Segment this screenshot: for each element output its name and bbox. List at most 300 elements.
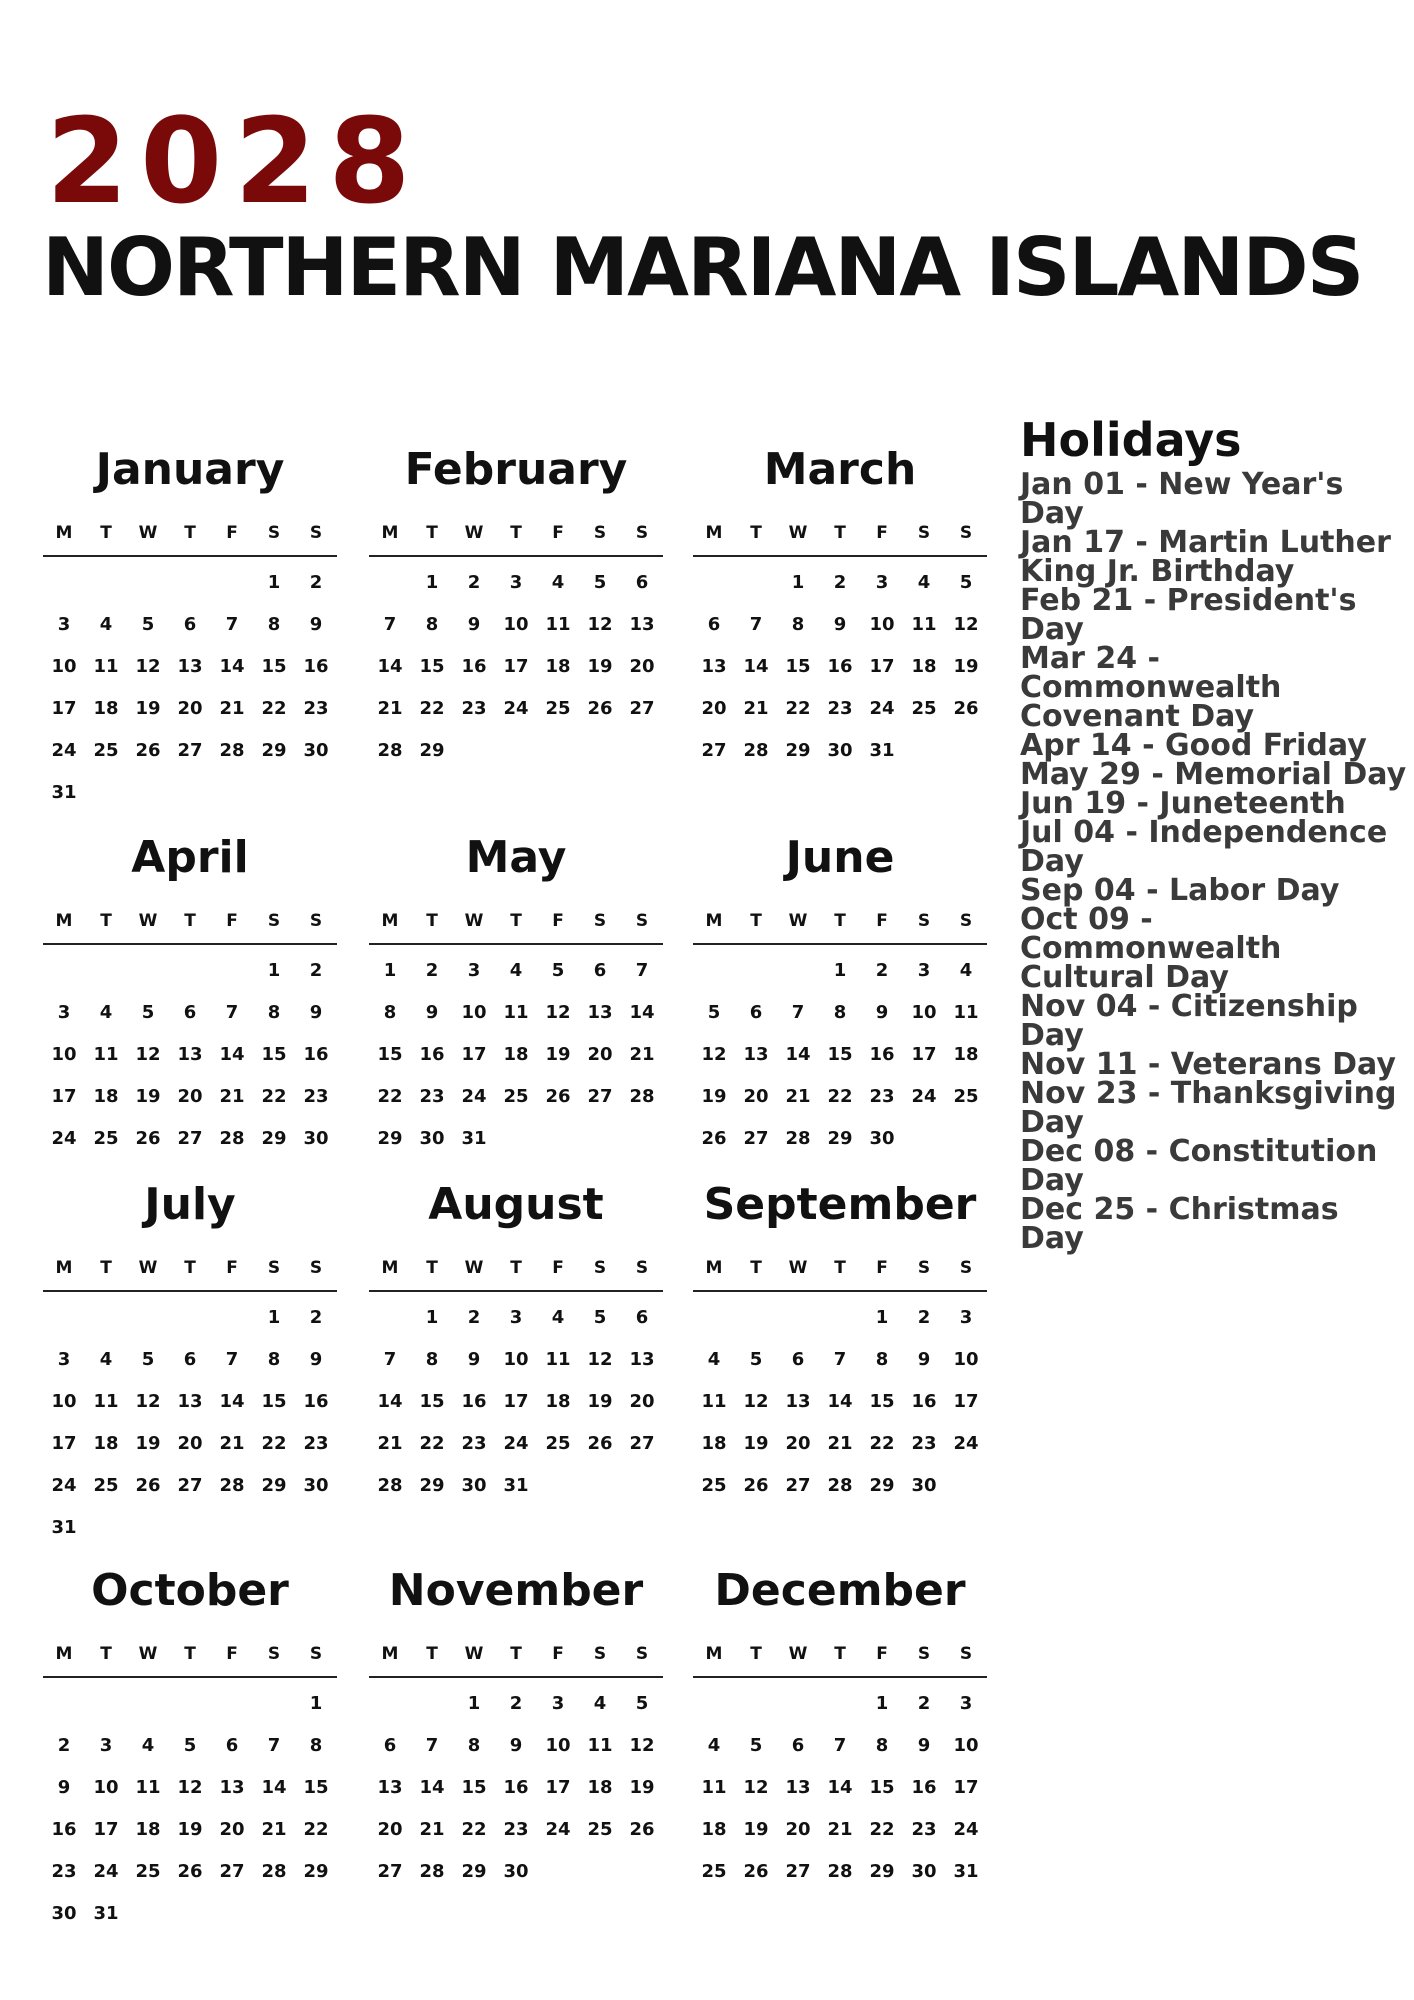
- month-title: December: [714, 1565, 966, 1616]
- day-cell: 22: [261, 1433, 287, 1454]
- day-cell: 29: [377, 1128, 403, 1149]
- month-title: April: [131, 832, 249, 883]
- day-grid: [369, 1691, 663, 1901]
- month-calendar: [693, 1563, 987, 1923]
- day-cell: 28: [419, 1861, 445, 1882]
- day-cell: 12: [135, 1391, 161, 1412]
- weekday-label: F: [552, 911, 564, 931]
- day-grid: [43, 958, 337, 1168]
- day-cell: 8: [383, 1002, 397, 1023]
- weekday-label: F: [226, 523, 238, 543]
- weekday-label: S: [593, 1644, 607, 1664]
- empty-day-cell: [369, 570, 411, 612]
- month-calendar: [43, 1563, 337, 1923]
- day-cell: 1: [309, 1693, 323, 1714]
- day-cell: 20: [377, 1819, 403, 1840]
- day-cell: 29: [419, 1475, 445, 1496]
- day-cell: 24: [911, 1086, 937, 1107]
- day-cell: 6: [225, 1735, 239, 1756]
- weekday-label: S: [635, 1644, 649, 1664]
- day-cell: 16: [503, 1777, 529, 1798]
- day-cell: 13: [177, 1044, 203, 1065]
- empty-day-cell: [777, 958, 819, 1000]
- day-cell: 13: [629, 614, 655, 635]
- month-title: July: [144, 1179, 236, 1230]
- day-cell: 30: [869, 1128, 895, 1149]
- day-cell: 12: [953, 614, 979, 635]
- holidays-panel: [1020, 412, 1412, 1256]
- day-cell: 24: [953, 1433, 979, 1454]
- day-cell: 1: [267, 1307, 281, 1328]
- day-cell: 23: [303, 1433, 329, 1454]
- day-cell: 3: [875, 572, 889, 593]
- month-title: March: [763, 444, 917, 495]
- day-cell: 18: [911, 656, 937, 677]
- month-calendar: [43, 830, 337, 1190]
- day-cell: 5: [551, 960, 565, 981]
- day-cell: 20: [629, 656, 655, 677]
- day-cell: 16: [869, 1044, 895, 1065]
- day-cell: 10: [51, 1391, 77, 1412]
- day-cell: 7: [635, 960, 649, 981]
- day-cell: 17: [461, 1044, 487, 1065]
- day-cell: 19: [587, 656, 613, 677]
- empty-day-cell: [411, 1691, 453, 1733]
- weekday-label: T: [426, 911, 438, 931]
- weekday-label: S: [309, 911, 323, 931]
- month-calendar: [369, 1177, 663, 1537]
- day-cell: 3: [57, 1349, 71, 1370]
- day-cell: 31: [503, 1475, 529, 1496]
- weekday-label: S: [917, 1258, 931, 1278]
- weekday-label: T: [834, 911, 846, 931]
- day-cell: 21: [219, 1086, 245, 1107]
- day-cell: 18: [93, 1086, 119, 1107]
- day-cell: 13: [743, 1044, 769, 1065]
- empty-day-cell: [85, 1691, 127, 1733]
- day-cell: 21: [827, 1433, 853, 1454]
- day-cell: 27: [785, 1475, 811, 1496]
- holidays-title: Holidays: [1020, 413, 1242, 467]
- day-cell: 29: [261, 1128, 287, 1149]
- day-cell: 24: [51, 740, 77, 761]
- weekday-header: [369, 1642, 663, 1678]
- day-cell: 26: [629, 1819, 655, 1840]
- weekday-label: T: [510, 523, 522, 543]
- day-cell: 30: [419, 1128, 445, 1149]
- weekday-header: [369, 1256, 663, 1292]
- day-cell: 10: [953, 1349, 979, 1370]
- weekday-label: F: [552, 1258, 564, 1278]
- day-cell: 12: [743, 1391, 769, 1412]
- day-cell: 9: [309, 1002, 323, 1023]
- day-cell: 8: [875, 1735, 889, 1756]
- empty-day-cell: [43, 1305, 85, 1347]
- day-cell: 30: [911, 1861, 937, 1882]
- day-cell: 18: [953, 1044, 979, 1065]
- weekday-header: [693, 1642, 987, 1678]
- empty-day-cell: [735, 958, 777, 1000]
- weekday-header: [43, 909, 337, 945]
- day-cell: 27: [177, 1475, 203, 1496]
- day-cell: 2: [833, 572, 847, 593]
- weekday-label: S: [267, 1258, 281, 1278]
- day-cell: 3: [509, 572, 523, 593]
- weekday-label: W: [464, 523, 484, 543]
- day-cell: 28: [377, 740, 403, 761]
- day-cell: 6: [749, 1002, 763, 1023]
- day-cell: 29: [461, 1861, 487, 1882]
- day-cell: 27: [629, 1433, 655, 1454]
- day-cell: 25: [545, 698, 571, 719]
- day-cell: 29: [261, 740, 287, 761]
- weekday-label: T: [834, 1644, 846, 1664]
- holiday-item: Oct 09 - Commonwealth Cultural Day: [1020, 902, 1282, 995]
- day-cell: 7: [225, 614, 239, 635]
- weekday-label: S: [593, 911, 607, 931]
- month-calendar: [369, 830, 663, 1190]
- day-cell: 23: [911, 1819, 937, 1840]
- day-cell: 26: [743, 1475, 769, 1496]
- day-cell: 29: [785, 740, 811, 761]
- empty-day-cell: [369, 1691, 411, 1733]
- weekday-label: M: [55, 1644, 73, 1664]
- holiday-item: Dec 25 - Christmas Day: [1020, 1192, 1339, 1256]
- day-cell: 26: [701, 1128, 727, 1149]
- weekday-label: T: [750, 1258, 762, 1278]
- day-cell: 27: [743, 1128, 769, 1149]
- month-calendar: [693, 830, 987, 1190]
- day-cell: 6: [593, 960, 607, 981]
- month-title: October: [91, 1565, 289, 1616]
- weekday-label: T: [834, 523, 846, 543]
- weekday-header: [369, 521, 663, 557]
- day-cell: 4: [551, 1307, 565, 1328]
- day-cell: 11: [503, 1002, 529, 1023]
- day-cell: 12: [743, 1777, 769, 1798]
- weekday-label: T: [184, 1644, 196, 1664]
- day-cell: 17: [869, 656, 895, 677]
- day-cell: 31: [51, 782, 77, 803]
- day-cell: 5: [141, 1349, 155, 1370]
- day-cell: 27: [177, 1128, 203, 1149]
- holiday-item: May 29 - Memorial Day: [1020, 757, 1407, 792]
- day-cell: 3: [57, 614, 71, 635]
- day-cell: 4: [141, 1735, 155, 1756]
- weekday-label: T: [100, 1258, 112, 1278]
- day-cell: 16: [461, 656, 487, 677]
- day-cell: 13: [177, 656, 203, 677]
- weekday-label: W: [138, 1258, 158, 1278]
- day-grid: [369, 1305, 663, 1515]
- day-cell: 2: [425, 960, 439, 981]
- day-cell: 20: [177, 698, 203, 719]
- day-cell: 4: [509, 960, 523, 981]
- day-cell: 3: [917, 960, 931, 981]
- day-cell: 7: [833, 1349, 847, 1370]
- day-cell: 19: [953, 656, 979, 677]
- day-cell: 21: [219, 1433, 245, 1454]
- day-cell: 22: [461, 1819, 487, 1840]
- weekday-label: T: [510, 1258, 522, 1278]
- day-cell: 25: [545, 1433, 571, 1454]
- day-cell: 3: [959, 1693, 973, 1714]
- weekday-header: [43, 521, 337, 557]
- weekday-label: T: [750, 1644, 762, 1664]
- day-cell: 12: [629, 1735, 655, 1756]
- day-cell: 6: [791, 1735, 805, 1756]
- weekday-label: T: [426, 1258, 438, 1278]
- day-cell: 24: [51, 1128, 77, 1149]
- empty-day-cell: [43, 958, 85, 1000]
- day-cell: 9: [509, 1735, 523, 1756]
- empty-day-cell: [693, 570, 735, 612]
- day-cell: 26: [743, 1861, 769, 1882]
- day-cell: 9: [467, 1349, 481, 1370]
- day-cell: 26: [587, 698, 613, 719]
- day-cell: 22: [827, 1086, 853, 1107]
- day-cell: 7: [225, 1002, 239, 1023]
- holiday-item: Sep 04 - Labor Day: [1020, 873, 1340, 908]
- weekday-label: T: [100, 523, 112, 543]
- day-cell: 18: [701, 1433, 727, 1454]
- day-cell: 16: [419, 1044, 445, 1065]
- month-title: August: [428, 1179, 604, 1230]
- weekday-label: M: [381, 1258, 399, 1278]
- day-cell: 12: [177, 1777, 203, 1798]
- day-cell: 5: [141, 614, 155, 635]
- weekday-label: T: [426, 523, 438, 543]
- day-cell: 23: [827, 698, 853, 719]
- day-cell: 14: [743, 656, 769, 677]
- day-cell: 25: [587, 1819, 613, 1840]
- day-cell: 22: [303, 1819, 329, 1840]
- day-cell: 26: [953, 698, 979, 719]
- day-cell: 15: [869, 1777, 895, 1798]
- day-cell: 26: [135, 1128, 161, 1149]
- day-cell: 29: [261, 1475, 287, 1496]
- day-cell: 11: [545, 1349, 571, 1370]
- weekday-label: M: [381, 911, 399, 931]
- weekday-header: [693, 909, 987, 945]
- empty-day-cell: [127, 570, 169, 612]
- day-cell: 20: [177, 1086, 203, 1107]
- day-cell: 25: [135, 1861, 161, 1882]
- day-cell: 8: [791, 614, 805, 635]
- day-cell: 23: [303, 1086, 329, 1107]
- weekday-label: M: [705, 1644, 723, 1664]
- weekday-header: [693, 521, 987, 557]
- weekday-label: M: [55, 911, 73, 931]
- day-cell: 8: [267, 1349, 281, 1370]
- month-calendar: [369, 1563, 663, 1923]
- empty-day-cell: [211, 1691, 253, 1733]
- day-cell: 9: [309, 614, 323, 635]
- day-cell: 2: [467, 572, 481, 593]
- day-cell: 13: [785, 1777, 811, 1798]
- day-cell: 24: [545, 1819, 571, 1840]
- weekday-label: W: [788, 1644, 808, 1664]
- day-cell: 18: [503, 1044, 529, 1065]
- month-title: January: [95, 444, 285, 495]
- day-cell: 24: [461, 1086, 487, 1107]
- day-cell: 31: [461, 1128, 487, 1149]
- day-cell: 11: [911, 614, 937, 635]
- empty-day-cell: [85, 570, 127, 612]
- weekday-label: M: [55, 523, 73, 543]
- day-cell: 1: [833, 960, 847, 981]
- weekday-label: M: [705, 523, 723, 543]
- weekday-label: T: [184, 911, 196, 931]
- day-cell: 5: [707, 1002, 721, 1023]
- day-cell: 5: [593, 572, 607, 593]
- weekday-label: W: [788, 911, 808, 931]
- day-cell: 10: [545, 1735, 571, 1756]
- day-cell: 9: [833, 614, 847, 635]
- day-cell: 29: [827, 1128, 853, 1149]
- day-cell: 7: [425, 1735, 439, 1756]
- day-cell: 4: [551, 572, 565, 593]
- day-cell: 2: [917, 1307, 931, 1328]
- month-calendar: [369, 442, 663, 802]
- day-cell: 2: [57, 1735, 71, 1756]
- empty-day-cell: [211, 958, 253, 1000]
- day-cell: 6: [635, 572, 649, 593]
- weekday-label: S: [917, 1644, 931, 1664]
- day-cell: 21: [629, 1044, 655, 1065]
- day-cell: 9: [467, 614, 481, 635]
- day-cell: 20: [701, 698, 727, 719]
- day-cell: 14: [219, 1391, 245, 1412]
- day-cell: 17: [953, 1777, 979, 1798]
- month-calendar: [693, 1177, 987, 1537]
- day-cell: 29: [869, 1861, 895, 1882]
- day-cell: 19: [135, 698, 161, 719]
- weekday-label: S: [959, 1258, 973, 1278]
- day-cell: 7: [833, 1735, 847, 1756]
- day-cell: 26: [587, 1433, 613, 1454]
- day-cell: 21: [785, 1086, 811, 1107]
- weekday-label: S: [917, 911, 931, 931]
- weekday-label: F: [552, 523, 564, 543]
- day-cell: 20: [587, 1044, 613, 1065]
- day-cell: 31: [953, 1861, 979, 1882]
- day-cell: 7: [267, 1735, 281, 1756]
- holiday-item: Nov 04 - Citizenship Day: [1020, 989, 1358, 1053]
- day-cell: 15: [261, 656, 287, 677]
- holiday-item: Nov 23 - Thanksgiving Day: [1020, 1076, 1397, 1140]
- weekday-label: S: [267, 911, 281, 931]
- holiday-item: Jul 04 - Independence Day: [1020, 815, 1388, 879]
- day-cell: 30: [911, 1475, 937, 1496]
- day-cell: 1: [467, 1693, 481, 1714]
- day-cell: 18: [545, 656, 571, 677]
- day-cell: 25: [701, 1861, 727, 1882]
- day-cell: 22: [377, 1086, 403, 1107]
- weekday-label: M: [705, 911, 723, 931]
- weekday-label: W: [464, 1644, 484, 1664]
- day-cell: 6: [383, 1735, 397, 1756]
- day-cell: 28: [827, 1475, 853, 1496]
- day-cell: 17: [911, 1044, 937, 1065]
- day-cell: 18: [545, 1391, 571, 1412]
- day-grid: [693, 570, 987, 780]
- day-cell: 11: [93, 1044, 119, 1065]
- month-calendar: [43, 442, 337, 802]
- day-cell: 5: [183, 1735, 197, 1756]
- holiday-item: Dec 08 - Constitution Day: [1020, 1134, 1378, 1198]
- day-cell: 9: [57, 1777, 71, 1798]
- day-cell: 24: [503, 698, 529, 719]
- day-cell: 4: [707, 1735, 721, 1756]
- day-cell: 11: [93, 656, 119, 677]
- day-cell: 21: [261, 1819, 287, 1840]
- holiday-item: Jan 17 - Martin Luther King Jr. Birthday: [1020, 525, 1391, 589]
- day-cell: 3: [57, 1002, 71, 1023]
- weekday-label: S: [959, 523, 973, 543]
- day-cell: 6: [183, 1349, 197, 1370]
- empty-day-cell: [735, 570, 777, 612]
- day-cell: 18: [93, 1433, 119, 1454]
- day-cell: 30: [303, 1128, 329, 1149]
- day-cell: 30: [503, 1861, 529, 1882]
- day-cell: 3: [509, 1307, 523, 1328]
- weekday-label: F: [226, 1258, 238, 1278]
- day-cell: 14: [629, 1002, 655, 1023]
- day-cell: 1: [267, 960, 281, 981]
- empty-day-cell: [369, 1305, 411, 1347]
- day-cell: 14: [377, 656, 403, 677]
- day-cell: 13: [377, 1777, 403, 1798]
- day-cell: 22: [869, 1819, 895, 1840]
- day-cell: 1: [383, 960, 397, 981]
- day-cell: 22: [261, 1086, 287, 1107]
- weekday-label: T: [510, 911, 522, 931]
- day-cell: 1: [267, 572, 281, 593]
- day-cell: 23: [303, 698, 329, 719]
- weekday-label: W: [788, 1258, 808, 1278]
- day-cell: 8: [267, 614, 281, 635]
- empty-day-cell: [85, 1305, 127, 1347]
- day-cell: 10: [93, 1777, 119, 1798]
- weekday-label: T: [184, 523, 196, 543]
- empty-day-cell: [43, 1691, 85, 1733]
- weekday-label: F: [552, 1644, 564, 1664]
- day-cell: 2: [309, 1307, 323, 1328]
- empty-day-cell: [693, 958, 735, 1000]
- day-cell: 30: [461, 1475, 487, 1496]
- day-cell: 15: [827, 1044, 853, 1065]
- weekday-label: F: [876, 523, 888, 543]
- month-calendar: [693, 442, 987, 802]
- day-cell: 23: [51, 1861, 77, 1882]
- month-title: June: [785, 832, 895, 883]
- day-cell: 27: [219, 1861, 245, 1882]
- weekday-label: S: [635, 911, 649, 931]
- day-cell: 11: [953, 1002, 979, 1023]
- empty-day-cell: [735, 1305, 777, 1347]
- empty-day-cell: [693, 1691, 735, 1733]
- day-cell: 2: [309, 960, 323, 981]
- empty-day-cell: [693, 1305, 735, 1347]
- day-cell: 9: [917, 1735, 931, 1756]
- day-cell: 1: [875, 1693, 889, 1714]
- holiday-item: Apr 14 - Good Friday: [1020, 728, 1367, 763]
- day-cell: 25: [93, 1475, 119, 1496]
- day-cell: 27: [587, 1086, 613, 1107]
- day-cell: 17: [51, 1433, 77, 1454]
- day-cell: 20: [177, 1433, 203, 1454]
